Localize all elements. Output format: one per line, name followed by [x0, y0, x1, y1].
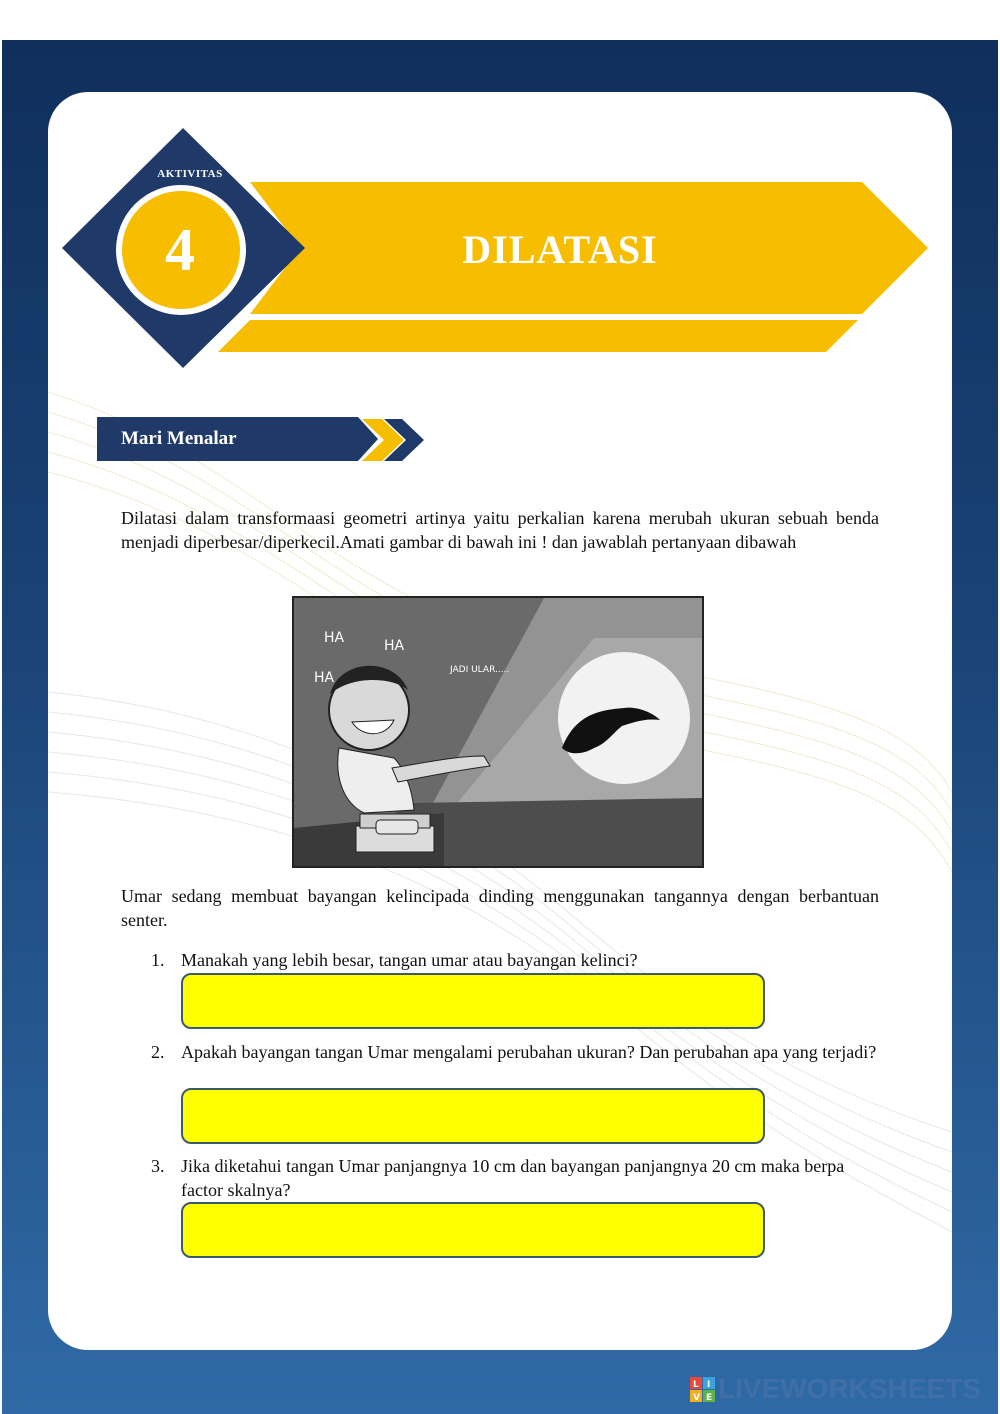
question-number: 1.	[151, 950, 165, 970]
story-paragraph: Umar sedang membuat bayangan kelincipada dinding menggunakan tangannya dengan berbantuan senter.	[121, 886, 879, 930]
liveworksheets-badge-icon	[690, 1375, 718, 1405]
question-number: 3.	[151, 1156, 165, 1176]
title-underline-stripe	[218, 320, 858, 352]
activity-number: 4	[165, 217, 195, 283]
answer-field-2[interactable]	[181, 1088, 765, 1144]
comic-illustration	[292, 596, 704, 868]
comic-ha-1: HA	[324, 630, 345, 646]
question-text: Jika diketahui tangan Umar panjangnya 10 cm dan bayangan panjangnya 20 cm maka berpa factor skalnya?	[181, 1156, 845, 1200]
answer-field-1[interactable]	[181, 973, 765, 1029]
intro-paragraph: Dilatasi dalam transformaasi geometri artinya yaitu perkalian karena merubah ukuran sebuah benda menjadi diperbesar/diperkecil.Amati gambar di bawah ini ! dan jawablah pertanyaan dibawah	[121, 508, 879, 552]
svg-text:L: L	[693, 1380, 699, 1390]
question-text: Manakah yang lebih besar, tangan umar atau bayangan kelinci?	[181, 950, 638, 970]
activity-label: AKTIVITAS	[157, 168, 223, 180]
flashlight	[376, 820, 418, 834]
answer-field-3[interactable]	[181, 1202, 765, 1258]
comic-ha-2: HA	[384, 638, 405, 654]
comic-caption: JADI ULAR.....	[450, 665, 510, 675]
svg-text:E: E	[706, 1393, 713, 1403]
page-title: DILATASI	[462, 227, 658, 272]
svg-text:V: V	[693, 1393, 700, 1403]
liveworksheets-watermark: LIVEWORKSHEETS	[718, 1373, 981, 1404]
question-number: 2.	[151, 1042, 165, 1062]
comic-scene	[294, 598, 702, 866]
comic-ha-3: HA	[314, 670, 335, 686]
section-label: Mari Menalar	[121, 428, 237, 449]
svg-text:I: I	[707, 1380, 711, 1390]
question-text: Apakah bayangan tangan Umar mengalami perubahan ukuran? Dan perubahan apa yang terjadi?	[181, 1042, 877, 1062]
